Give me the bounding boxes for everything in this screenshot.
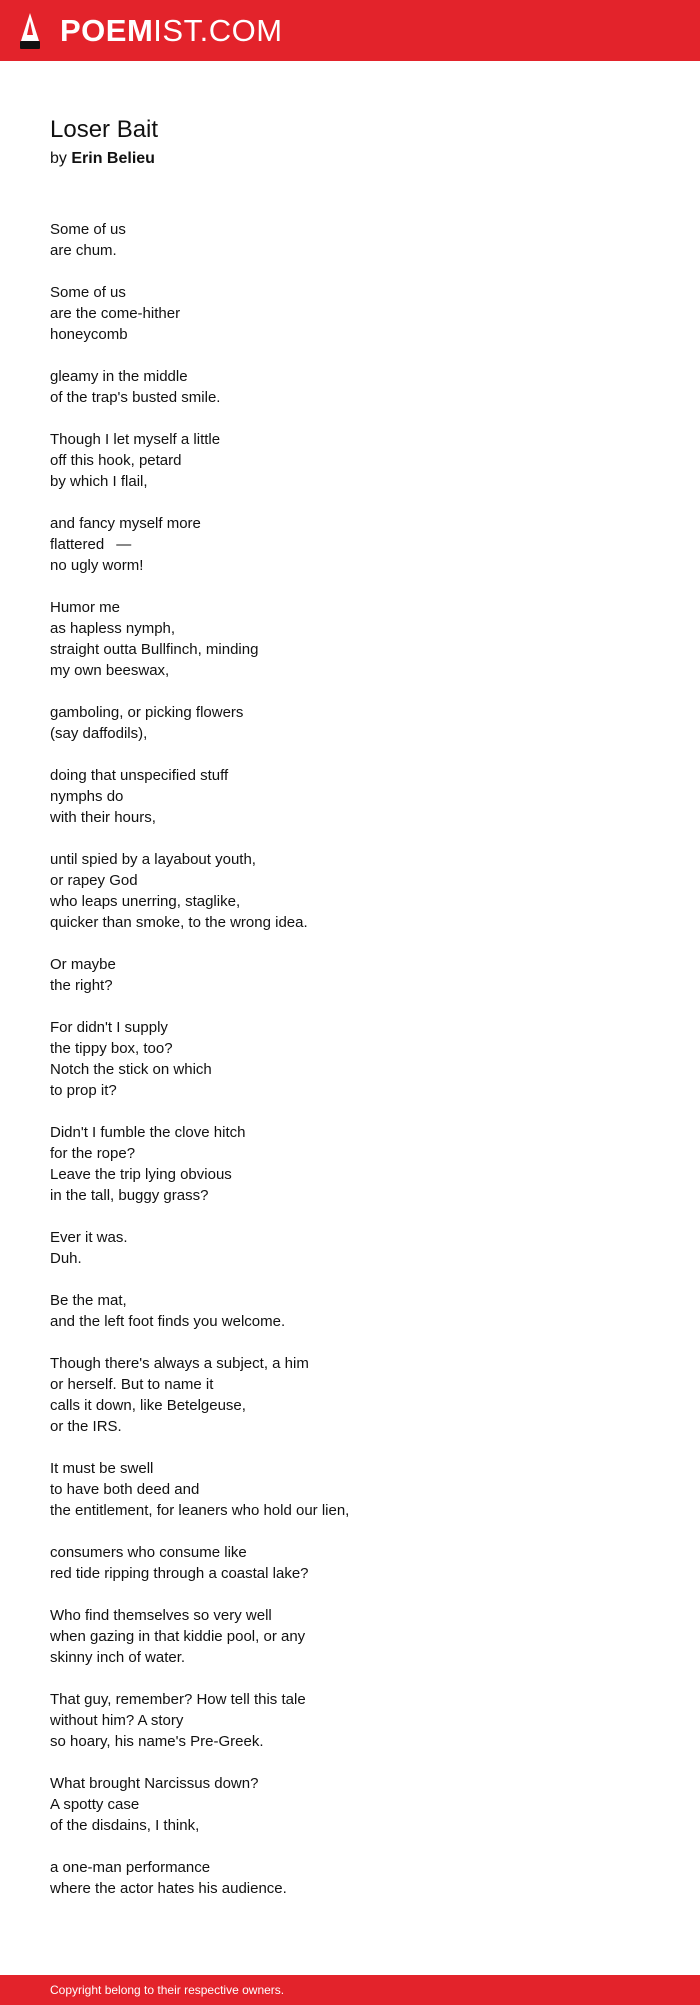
poem-line: or herself. But to name it [50, 1376, 214, 1393]
poem-line: who leaps unerring, staglike, [50, 893, 241, 910]
poem-line: doing that unspecified stuff [50, 767, 229, 784]
poem-stanza [50, 282, 349, 345]
poem-line: Though there's always a subject, a him [50, 1355, 309, 1372]
poem-line: Duh. [50, 1250, 82, 1267]
poem-line: or rapey God [50, 872, 138, 889]
poem-line: straight outta Bullfinch, minding [50, 641, 259, 658]
copyright-text: Copyright belong to their respective owners. [50, 1983, 285, 1997]
poem-body [50, 219, 349, 1920]
poem-stanza [50, 1458, 349, 1521]
poem-stanza [50, 1353, 349, 1437]
poem-line: (say daffodils), [50, 725, 148, 742]
poem-line: Notch the stick on which [50, 1061, 212, 1078]
poem-line: nymphs do [50, 788, 124, 805]
poem-line: and fancy myself more [50, 515, 201, 532]
poem-stanza [50, 1773, 349, 1836]
poem-line: consumers who consume like [50, 1544, 247, 1561]
poem-line: off this hook, petard [50, 452, 182, 469]
poem-stanza [50, 429, 349, 492]
poem-stanza [50, 1122, 349, 1206]
poem-stanza [50, 1857, 349, 1899]
poem-line: my own beeswax, [50, 662, 170, 679]
logo-thin-text: IST.COM [153, 13, 283, 48]
site-footer [0, 1975, 700, 2005]
poem-line: by which I flail, [50, 473, 148, 490]
poem-line: of the disdains, I think, [50, 1817, 200, 1834]
poem-line: and the left foot finds you welcome. [50, 1313, 286, 1330]
poem-stanza [50, 849, 349, 933]
poem-line: Some of us [50, 284, 126, 301]
poem-line: of the trap's busted smile. [50, 389, 221, 406]
poem-line: Leave the trip lying obvious [50, 1166, 232, 1183]
poem-line: That guy, remember? How tell this tale [50, 1691, 306, 1708]
poem-stanza [50, 1017, 349, 1101]
poem-line: Who find themselves so very well [50, 1607, 272, 1624]
poem-line: are the come-hither [50, 305, 181, 322]
site-logo-link[interactable] [18, 0, 283, 61]
poem-stanza [50, 702, 349, 744]
poem-line: so hoary, his name's Pre-Greek. [50, 1733, 264, 1750]
poem-line: the entitlement, for leaners who hold our lien, [50, 1502, 350, 1519]
poem-line: Be the mat, [50, 1292, 127, 1309]
poem-stanza [50, 1227, 349, 1269]
poem-line: without him? A story [50, 1712, 184, 1729]
poem-line: or the IRS. [50, 1418, 122, 1435]
poem-stanza [50, 954, 349, 996]
poem-line: Though I let myself a little [50, 431, 221, 448]
poem-stanza [50, 513, 349, 576]
byline [50, 147, 155, 171]
poem-line: a one-man performance [50, 1859, 211, 1876]
poem-line: the tippy box, too? [50, 1040, 173, 1057]
poem-line: flattered— [50, 536, 144, 553]
poem-line: gamboling, or picking flowers [50, 704, 244, 721]
poem-line: skinny inch of water. [50, 1649, 186, 1666]
poem-stanza [50, 1542, 349, 1584]
poem-line: Humor me [50, 599, 121, 616]
poem-line: to have both deed and [50, 1481, 200, 1498]
poem-line: red tide ripping through a coastal lake? [50, 1565, 309, 1582]
author-name: Erin Belieu [71, 150, 155, 167]
poem-line: to prop it? [50, 1082, 117, 1099]
poem-line: Ever it was. [50, 1229, 128, 1246]
poem-line: the right? [50, 977, 113, 994]
poem-line: For didn't I supply [50, 1019, 168, 1036]
poem-line: A spotty case [50, 1796, 140, 1813]
poem-line: are chum. [50, 242, 117, 259]
poem-line: when gazing in that kiddie pool, or any [50, 1628, 306, 1645]
poem-stanza [50, 1689, 349, 1752]
site-logo-text [60, 0, 283, 61]
poem-stanza [50, 597, 349, 681]
poem-stanza [50, 219, 349, 261]
poem-line: Didn't I fumble the clove hitch [50, 1124, 246, 1141]
site-header [0, 0, 700, 61]
pen-nib-icon [18, 11, 42, 51]
poem-line: until spied by a layabout youth, [50, 851, 256, 868]
poem-stanza [50, 765, 349, 828]
poem-line: in the tall, buggy grass? [50, 1187, 209, 1204]
poem-line: honeycomb [50, 326, 128, 343]
poem-line: Some of us [50, 221, 126, 238]
poem-line: It must be swell [50, 1460, 154, 1477]
poem-line: Or maybe [50, 956, 116, 973]
poem-line: What brought Narcissus down? [50, 1775, 259, 1792]
poem-line: no ugly worm! [50, 557, 144, 574]
poem-stanza [50, 366, 349, 408]
poem-stanza [50, 1605, 349, 1668]
poem-line: with their hours, [50, 809, 156, 826]
poem-line: quicker than smoke, to the wrong idea. [50, 914, 308, 931]
poem-line: where the actor hates his audience. [50, 1880, 287, 1897]
by-label: by [50, 150, 67, 167]
poem-line: as hapless nymph, [50, 620, 176, 637]
poem-line: for the rope? [50, 1145, 136, 1162]
poem-line: gleamy in the middle [50, 368, 188, 385]
poem-stanza [50, 1290, 349, 1332]
poem-title: Loser Bait [50, 116, 159, 143]
logo-bold-text: POEM [60, 13, 154, 48]
poem-line: calls it down, like Betelgeuse, [50, 1397, 246, 1414]
